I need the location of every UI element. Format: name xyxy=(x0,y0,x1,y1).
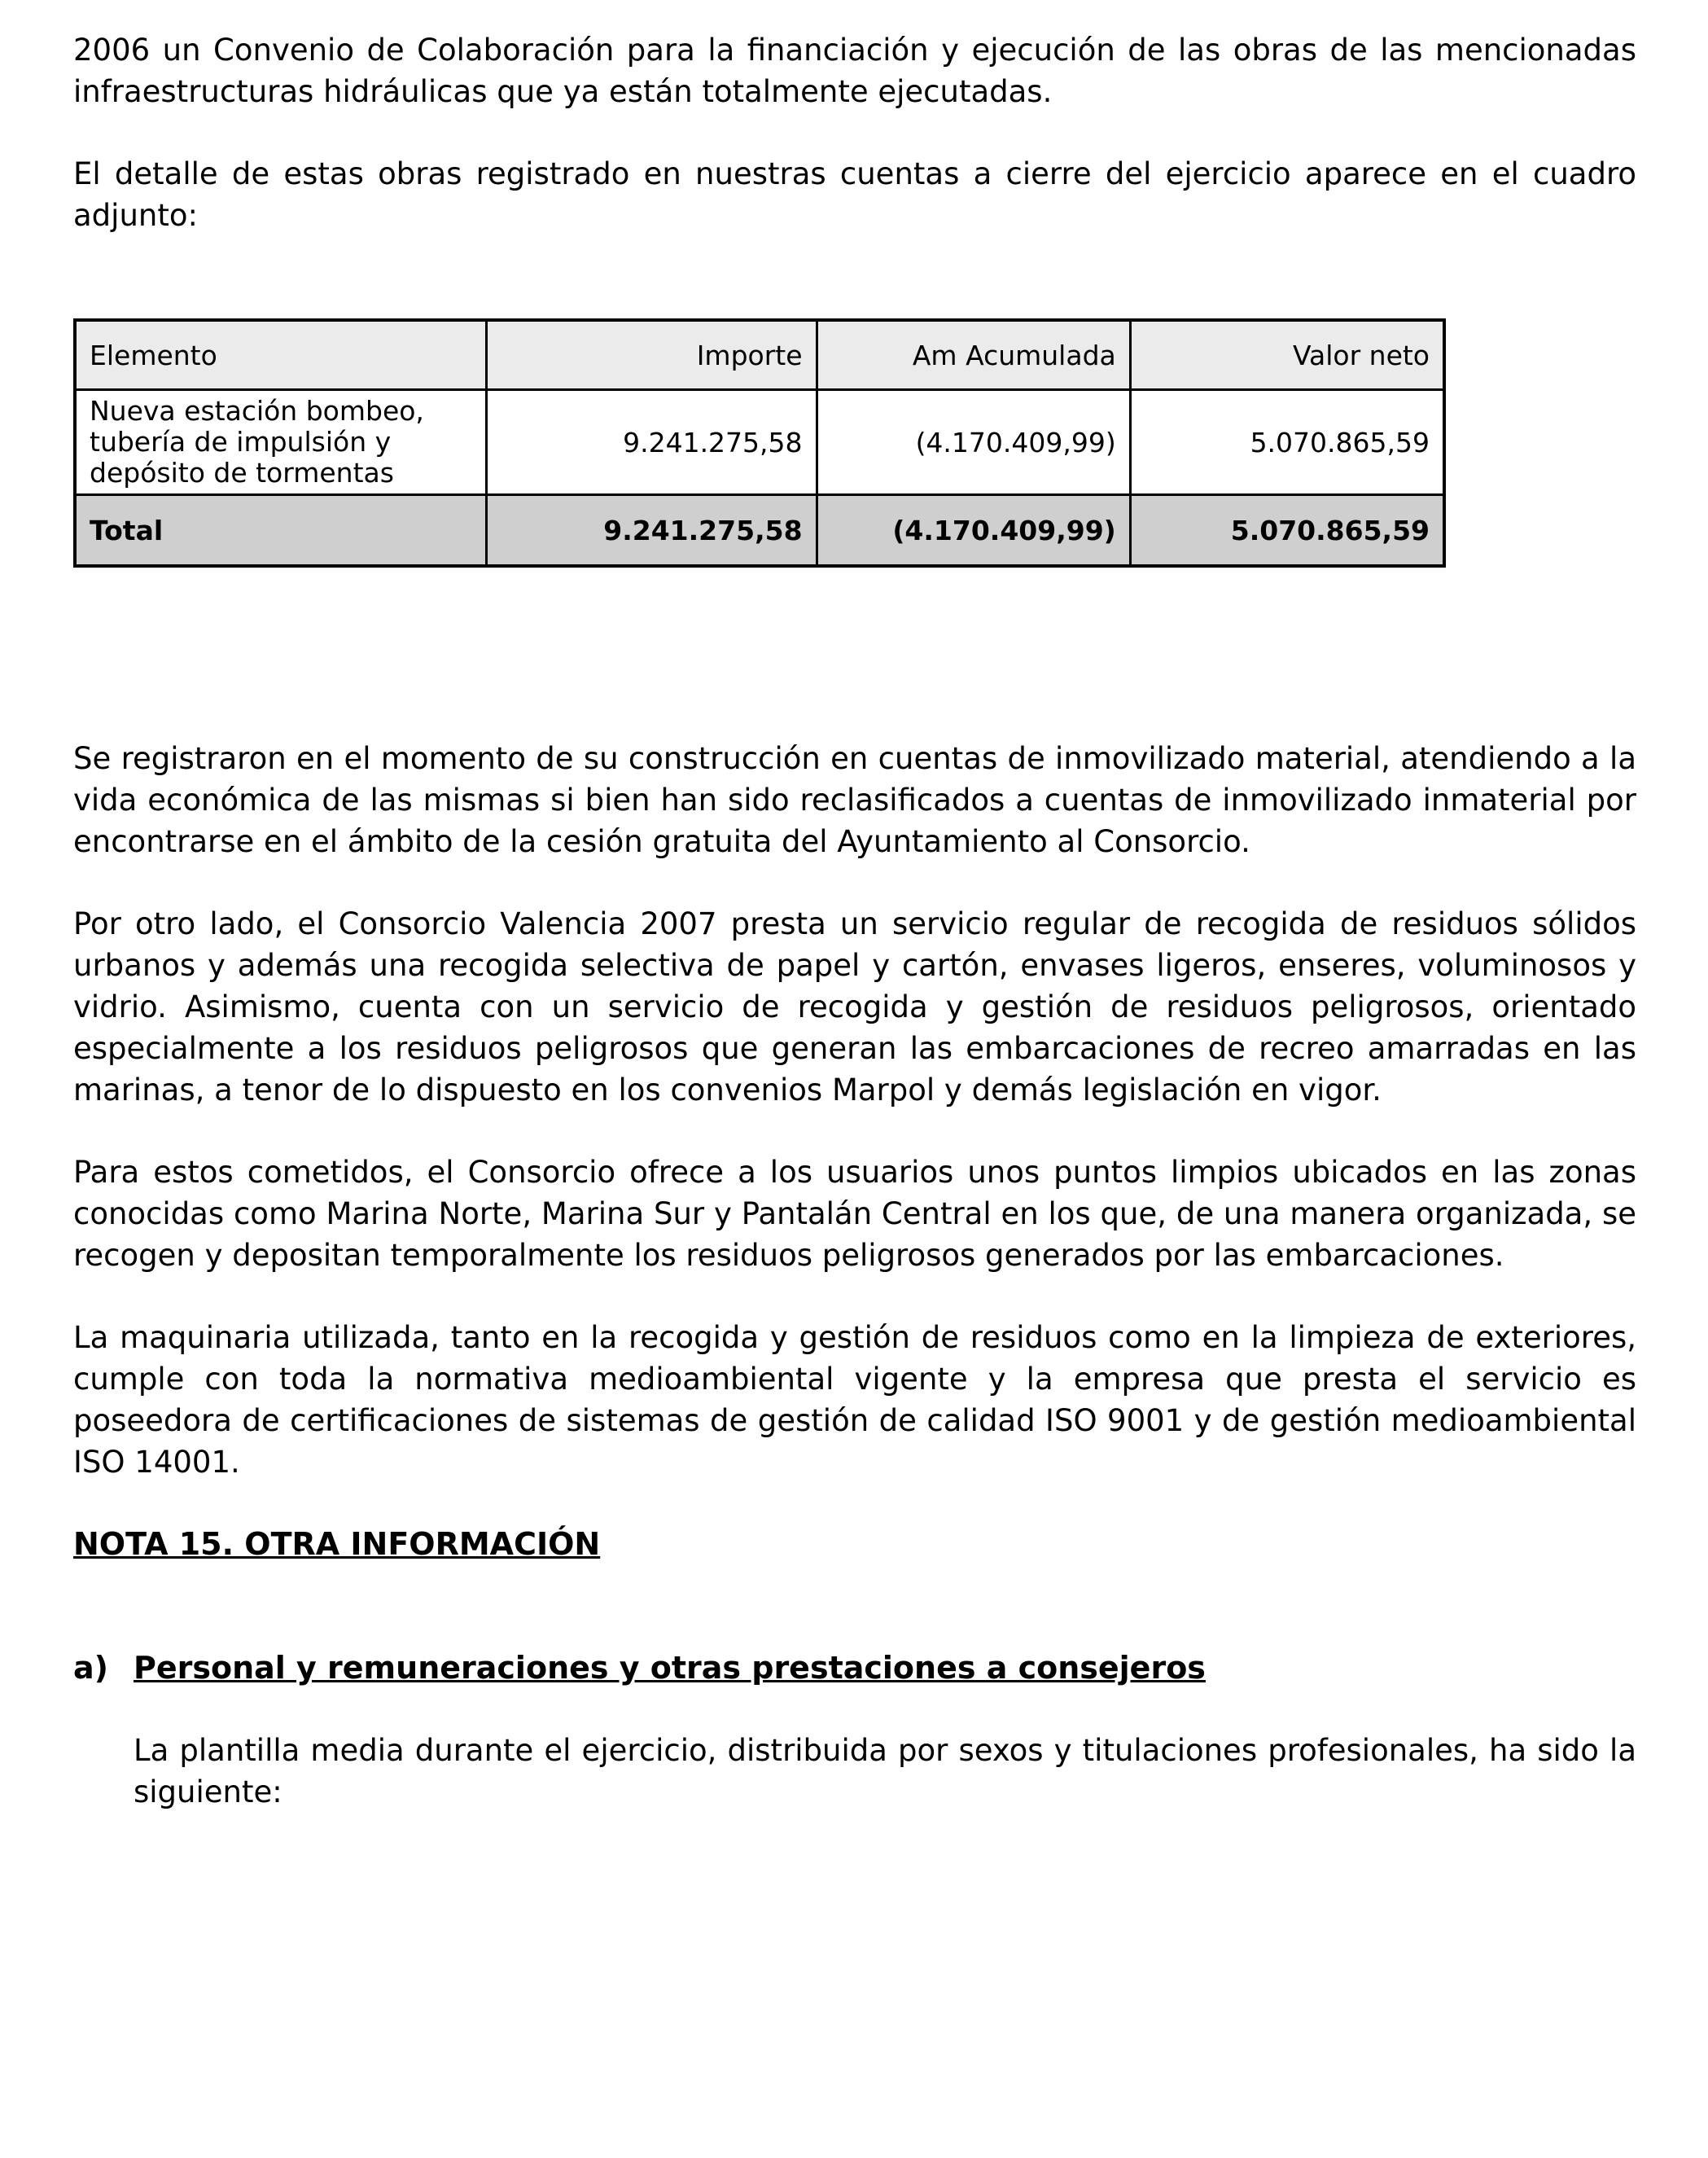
paragraph-clean-points: Para estos cometidos, el Consorcio ofrece a los usuarios unos puntos limpios ubicados en las zonas conocidas como Marina Norte, Marina Sur y Pantalán Central en los que, de una manera organizada, se recogen y depositan temporalmente los residuos peligrosos generados por las embarcaciones. xyxy=(73,1155,1636,1273)
header-am-acumulada: Am Acumulada xyxy=(817,320,1130,390)
subsection-label: a) xyxy=(73,1650,109,1686)
elemento-line-3: depósito de tormentas xyxy=(90,457,394,489)
total-am-acumulada: (4.170.409,99) xyxy=(817,495,1130,567)
document-page xyxy=(73,29,1636,1813)
cell-valor-neto: 5.070.865,59 xyxy=(1130,390,1444,495)
paragraph-waste-service: Por otro lado, el Consorcio Valencia 2007 presta un servicio regular de recogida de residuos sólidos urbanos y además una recogida selectiva de papel y cartón, envases ligeros, enseres, voluminosos y vidrio. Asimismo, cuenta con un servicio de recogida y gestión de residuos peligrosos, orientado especialmente a los residuos peligrosos que generan las embarcaciones de recreo amarradas en las marinas, a tenor de lo dispuesto en los convenios Marpol y demás legislación en vigor. xyxy=(73,906,1636,1108)
paragraph-detail: El detalle de estas obras registrado en nuestras cuentas a cierre del ejercicio aparece en el cuadro adjunto: xyxy=(73,156,1636,233)
cell-elemento xyxy=(75,390,487,495)
paragraph-staff: La plantilla media durante el ejercicio, distribuida por sexos y titulaciones profesionales, ha sido la siguiente: xyxy=(134,1733,1636,1809)
subsection-heading xyxy=(73,1647,1636,1689)
subsection-title: Personal y remuneraciones y otras prestaciones a consejeros xyxy=(134,1650,1206,1686)
table-row xyxy=(75,390,1444,495)
header-valor-neto: Valor neto xyxy=(1130,320,1444,390)
paragraph-machinery: La maquinaria utilizada, tanto en la recogida y gestión de residuos como en la limpieza de exteriores, cumple con toda la normativa medioambiental vigente y la empresa que presta el servicio es poseedora de certificaciones de sistemas de gestión de calidad ISO 9001 y de gestión medioambiental ISO 14001. xyxy=(73,1320,1636,1480)
table-total-row xyxy=(75,495,1444,567)
paragraph-registration: Se registraron en el momento de su construcción en cuentas de inmovilizado material, atendiendo a la vida económica de las mismas si bien han sido reclasificados a cuentas de inmovilizado inmaterial por encontrarse en el ámbito de la cesión gratuita del Ayuntamiento al Consorcio. xyxy=(73,741,1636,859)
works-table xyxy=(73,318,1446,568)
section-heading-nota-15: NOTA 15. OTRA INFORMACIÓN xyxy=(73,1526,601,1562)
header-elemento: Elemento xyxy=(75,320,487,390)
paragraph-intro: 2006 un Convenio de Colaboración para la financiación y ejecución de las obras de las mencionadas infraestructuras hidráulicas que ya están totalmente ejecutadas. xyxy=(73,33,1636,109)
total-valor-neto: 5.070.865,59 xyxy=(1130,495,1444,567)
elemento-line-2: tubería de impulsión y xyxy=(90,426,392,458)
cell-importe: 9.241.275,58 xyxy=(487,390,817,495)
total-label: Total xyxy=(75,495,487,567)
header-importe: Importe xyxy=(487,320,817,390)
elemento-line-1: Nueva estación bombeo, xyxy=(90,395,424,427)
cell-am-acumulada: (4.170.409,99) xyxy=(817,390,1130,495)
total-importe: 9.241.275,58 xyxy=(487,495,817,567)
table-header-row xyxy=(75,320,1444,390)
